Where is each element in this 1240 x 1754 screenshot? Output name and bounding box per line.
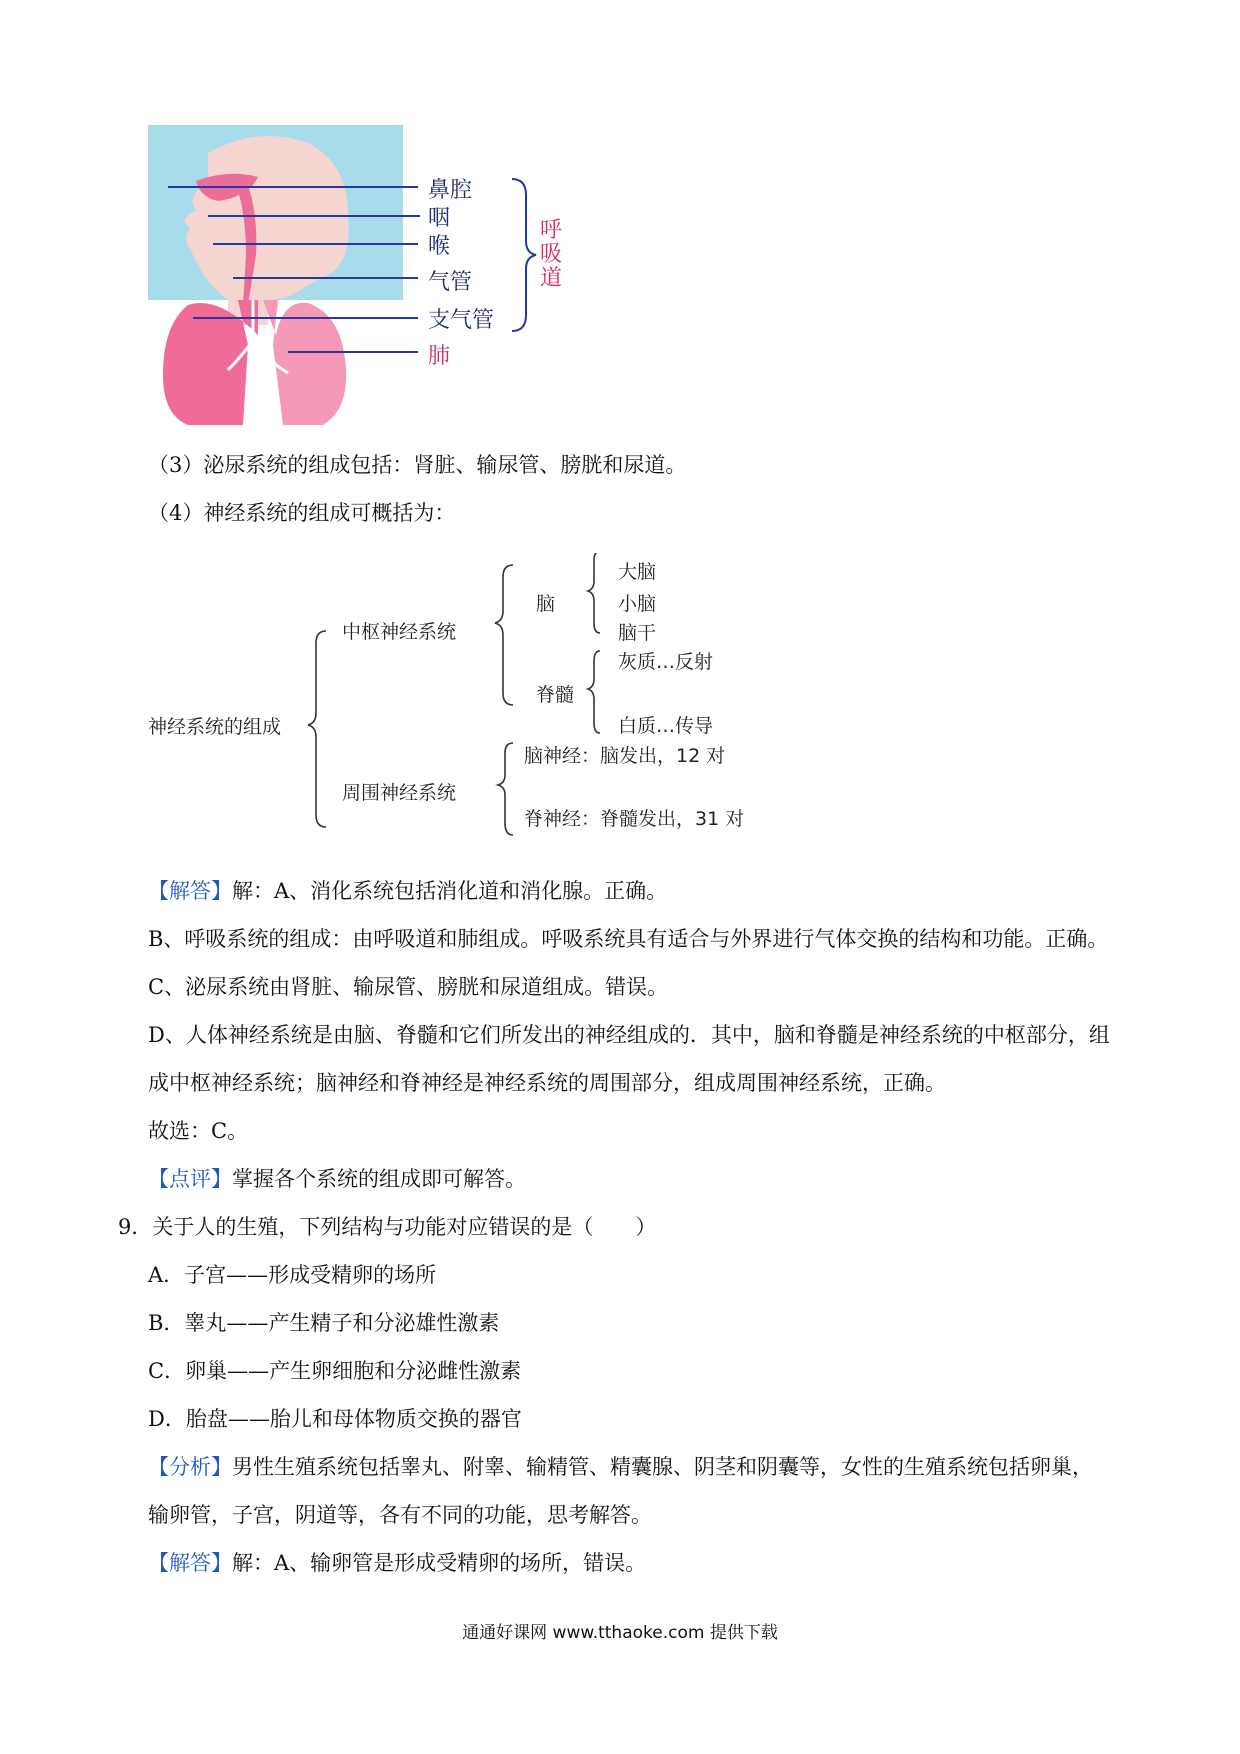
comment8-text: 掌握各个系统的组成即可解答。 <box>232 1167 526 1191</box>
label-nasal-cavity: 鼻腔 <box>428 178 473 203</box>
label-lung: 肺 <box>428 344 451 369</box>
label-trachea: 气管 <box>428 270 473 295</box>
tree-cerebrum: 大脑 <box>618 561 657 583</box>
nervous-system-tree <box>148 553 788 845</box>
label-larynx: 喉 <box>428 234 451 259</box>
tree-spinal-nerves: 脊神经：脊髓发出，31 对 <box>524 808 745 830</box>
answer-tag: 【解答】 <box>148 879 232 903</box>
answer8-choice: 故选：C。 <box>148 1119 249 1143</box>
tree-white-matter: 白质…传导 <box>618 715 714 737</box>
q9-option-d: D．胎盘——胎儿和母体物质交换的器官 <box>148 1407 522 1431</box>
q9-answer <box>148 1548 646 1578</box>
answer8-d1: D、人体神经系统是由脑、脊髓和它们所发出的神经组成的．其中，脑和脊髓是神经系统的中枢部分，组 <box>148 1023 1110 1047</box>
analysis-tag: 【分析】 <box>148 1455 232 1479</box>
tree-pns: 周围神经系统 <box>342 782 457 804</box>
answer8-d2: 成中枢神经系统；脑神经和脊神经是神经系统的周围部分，组成周围神经系统，正确。 <box>148 1071 946 1095</box>
tree-cranial-nerves: 脑神经：脑发出，12 对 <box>524 745 726 767</box>
tree-gray-matter: 灰质…反射 <box>618 651 714 673</box>
q9-option-a: A．子宫——形成受精卵的场所 <box>148 1263 437 1287</box>
label-respiratory-tract-3: 道 <box>540 266 563 291</box>
label-respiratory-tract-2: 吸 <box>540 242 563 267</box>
answer-tag-q9: 【解答】 <box>148 1551 232 1575</box>
tree-cerebellum: 小脑 <box>618 593 657 615</box>
tree-spinal-cord: 脊髓 <box>536 684 575 706</box>
q9-analysis-1 <box>148 1452 1093 1482</box>
q9-analysis-2: 输卵管，子宫，阴道等，各有不同的功能，思考解答。 <box>148 1503 652 1527</box>
label-respiratory-tract-1: 呼 <box>540 218 563 243</box>
paragraph-urinary-system: （3）泌尿系统的组成包括：肾脏、输尿管、膀胱和尿道。 <box>148 453 687 477</box>
page-footer: 通通好课网 www.tthaoke.com 提供下载 <box>462 1623 778 1643</box>
answer8-c: C、泌尿系统由肾脏、输尿管、膀胱和尿道组成。错误。 <box>148 975 669 999</box>
q9-option-c: C．卵巢——产生卵细胞和分泌雌性激素 <box>148 1359 522 1383</box>
q9-answer-text: 解：A、输卵管是形成受精卵的场所，错误。 <box>232 1551 647 1575</box>
tree-brain: 脑 <box>536 593 556 615</box>
answer8-line-a <box>148 876 667 906</box>
tree-root: 神经系统的组成 <box>148 716 282 738</box>
paragraph-nervous-system-intro: （4）神经系统的组成可概括为： <box>148 501 456 525</box>
respiratory-system-figure <box>148 125 588 435</box>
q9-option-b: B．睾丸——产生精子和分泌雄性激素 <box>148 1311 500 1335</box>
answer8-b: B、呼吸系统的组成：由呼吸道和肺组成。呼吸系统具有适合与外界进行气体交换的结构和功能。正确。 <box>148 927 1109 951</box>
q9-analysis-text-1: 男性生殖系统包括睾丸、附睾、输精管、精囊腺、阴茎和阴囊等，女性的生殖系统包括卵巢， <box>232 1455 1093 1479</box>
tree-brainstem: 脑干 <box>618 622 657 644</box>
tree-braces <box>148 553 788 845</box>
label-bronchus: 支气管 <box>428 308 495 333</box>
tree-cns: 中枢神经系统 <box>342 621 457 643</box>
answer8-a: 解：A、消化系统包括消化道和消化腺。正确。 <box>232 879 668 903</box>
comment8 <box>148 1164 526 1194</box>
respiratory-tract-brace <box>508 175 538 335</box>
label-pharynx: 咽 <box>428 206 451 231</box>
q9-stem: 9．关于人的生殖，下列结构与功能对应错误的是（ ） <box>118 1215 657 1239</box>
comment-tag: 【点评】 <box>148 1167 232 1191</box>
